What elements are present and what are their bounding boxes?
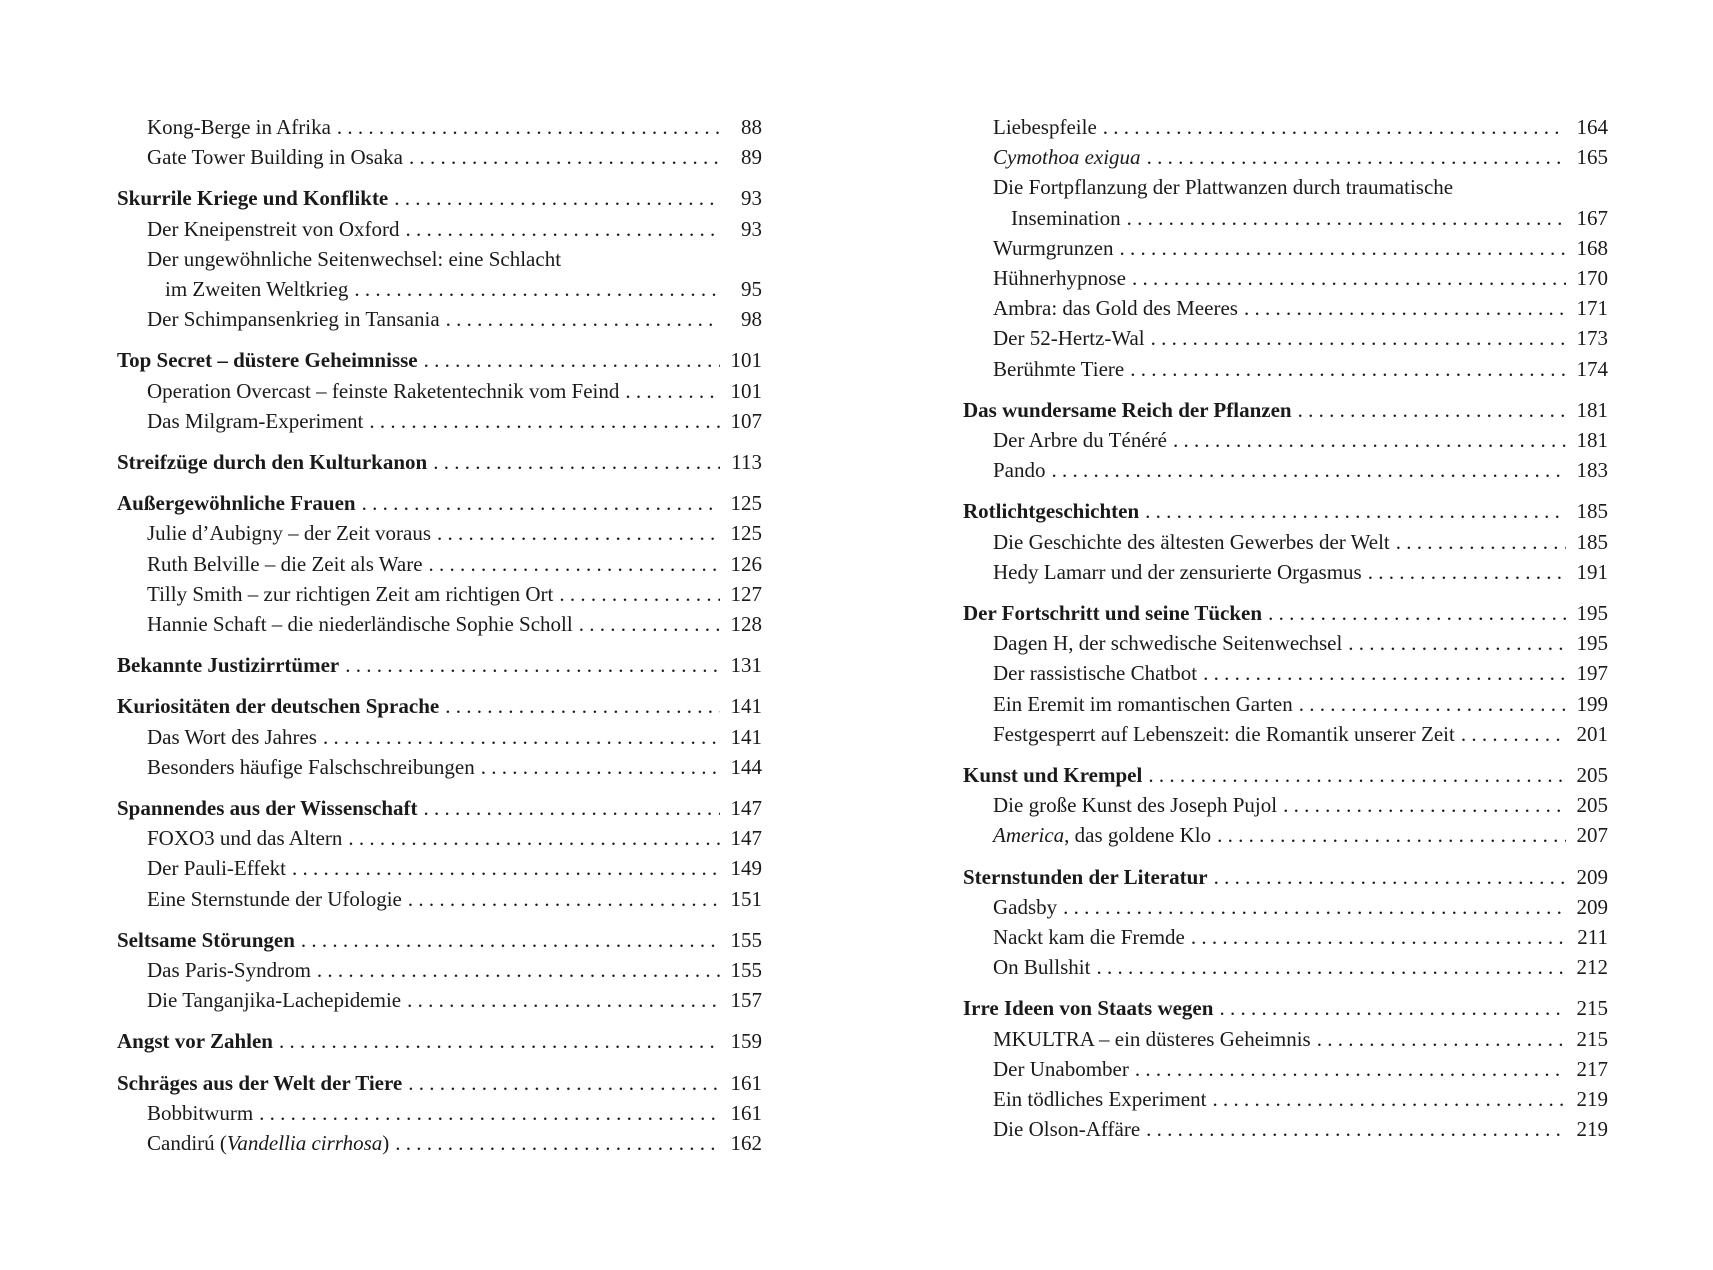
toc-entry-title: Kong-Berge in Afrika <box>147 115 331 139</box>
toc-chapter-aussergewohnliche-frauen[interactable] <box>117 488 762 518</box>
dot-leader <box>279 1026 720 1056</box>
toc-section <box>117 1026 762 1056</box>
page-number: 215 <box>1576 1026 1608 1051</box>
toc-entry-der-arbre-du-tenere[interactable] <box>963 425 1608 455</box>
toc-entry-title-line: Die Fortpflanzung der Plattwanzen durch traumatische <box>993 175 1454 200</box>
toc-entry-title: Wurmgrunzen <box>993 235 1114 260</box>
page-number: 98 <box>741 307 762 332</box>
page-number: 125 <box>730 521 762 546</box>
page-number: 159 <box>730 1029 762 1054</box>
toc-entry-title: Rotlichtgeschichten <box>963 499 1140 524</box>
dot-leader <box>1283 790 1566 820</box>
toc-entry-title: Außergewöhnliche Frauen <box>117 491 356 516</box>
page-number: 95 <box>741 277 762 302</box>
dot-leader <box>1151 323 1566 353</box>
page-number: 151 <box>730 886 762 911</box>
page-number: 191 <box>1576 559 1608 584</box>
title-prefix: Candirú ( <box>147 1131 227 1156</box>
toc-section <box>117 112 762 172</box>
dot-leader <box>1244 293 1566 323</box>
page-number: 205 <box>1576 763 1608 788</box>
dot-leader <box>1212 1084 1566 1114</box>
page-number: 161 <box>730 1070 762 1095</box>
dot-leader <box>1135 1054 1566 1084</box>
page-number: 212 <box>1576 955 1608 980</box>
dot-leader <box>369 406 720 436</box>
page-number: 157 <box>730 988 762 1013</box>
dot-leader <box>429 549 720 579</box>
page-number: 165 <box>1576 145 1608 170</box>
page-number: 128 <box>730 612 762 637</box>
toc-chapter-schrages-aus-der-welt-der-tiere[interactable] <box>117 1068 762 1098</box>
dot-leader <box>408 884 720 914</box>
toc-entry-liebespfeile[interactable] <box>963 112 1608 142</box>
toc-entry-title: Bobbitwurm <box>147 1100 254 1125</box>
dot-leader <box>1096 952 1566 982</box>
toc-entry-der-rassistische-chatbot[interactable] <box>963 658 1608 688</box>
toc-entry-ein-eremit-im-romantischen-garten[interactable] <box>963 689 1608 719</box>
toc-entry-title: Top Secret – düstere Geheimnisse <box>117 348 418 373</box>
toc-entry-title: Kuriositäten der deutschen Sprache <box>117 694 440 719</box>
toc-section <box>117 345 762 436</box>
page-number: 207 <box>1576 823 1608 848</box>
toc-entry-festgesperrt-auf-lebenszeit-die-romantik[interactable] <box>963 719 1608 749</box>
toc-section <box>963 598 1608 749</box>
page-number: 93 <box>741 216 762 241</box>
page-number: 162 <box>730 1131 762 1156</box>
toc-entry-title: Festgesperrt auf Lebenszeit: die Romantik unserer Zeit <box>993 721 1455 746</box>
page-number: 181 <box>1576 397 1608 422</box>
page-number: 101 <box>730 348 762 373</box>
toc-entry-beruhmte-tiere[interactable] <box>963 354 1608 384</box>
toc-entry-title: On Bullshit <box>993 955 1091 980</box>
dot-leader <box>394 183 720 213</box>
page-number: 219 <box>1576 1087 1608 1112</box>
toc-entry-title: Gate Tower Building in Osaka <box>147 145 403 170</box>
toc-entry-das-milgram-experiment[interactable] <box>117 406 762 436</box>
toc-section <box>963 862 1608 983</box>
toc-entry-title: Irre Ideen von Staats wegen <box>963 996 1214 1021</box>
page-number: 205 <box>1576 793 1608 818</box>
dot-leader <box>1191 922 1566 952</box>
page-number: 149 <box>730 856 762 881</box>
page-number: 164 <box>1576 115 1608 139</box>
dot-leader <box>1119 233 1566 263</box>
dot-leader <box>1461 719 1566 749</box>
page-number: 209 <box>1576 864 1608 889</box>
toc-entry-title: Das Wort des Jahres <box>147 724 317 749</box>
page-number: 101 <box>730 378 762 403</box>
toc-chapter-kuriositaten-der-deutschen-sprache[interactable] <box>117 691 762 721</box>
dot-leader <box>433 447 720 477</box>
toc-entry-title: Der Fortschritt und seine Tücken <box>963 601 1263 626</box>
toc-entry-title: im Zweiten Weltkrieg <box>165 277 349 302</box>
toc-entry-pando[interactable] <box>963 455 1608 485</box>
toc-entry-title: Nackt kam die Fremde <box>993 925 1185 950</box>
page-number: 144 <box>730 754 762 779</box>
toc-entry-title-line: Der ungewöhnliche Seitenwechsel: eine Schlacht <box>147 246 562 271</box>
page-number: 211 <box>1577 925 1608 950</box>
page-number: 185 <box>1576 499 1608 524</box>
toc-entry-title: Die Tanganjika-Lachepidemie <box>147 988 402 1013</box>
toc-entry-ruth-belville-die-zeit-als-ware[interactable] <box>117 549 762 579</box>
toc-chapter-top-secret-dustere-geheimnisse[interactable] <box>117 345 762 375</box>
toc-entry-hedy-lamarr-und-der-zensurierte-orgasmus[interactable] <box>963 557 1608 587</box>
toc-entry-title: Seltsame Störungen <box>117 927 295 952</box>
title-italic: America <box>993 823 1065 848</box>
toc-entry-title: Sternstunden der Literatur <box>963 864 1208 889</box>
dot-leader <box>409 142 720 172</box>
toc-chapter-sternstunden-der-literatur[interactable] <box>963 862 1608 892</box>
toc-entry-title: Eine Sternstunde der Ufologie <box>147 886 402 911</box>
toc-entry-title: Hannie Schaft – die niederländische Sophie Scholl <box>147 612 573 637</box>
dot-leader <box>1203 658 1566 688</box>
dot-leader <box>446 304 720 334</box>
dot-leader <box>348 823 720 853</box>
page-number: 185 <box>1576 529 1608 554</box>
toc-entry-title: Ein tödliches Experiment <box>993 1087 1207 1112</box>
dot-leader <box>407 985 720 1015</box>
toc-section <box>117 925 762 1016</box>
toc-entry-hannie-schaft-die-niederlandische-sophie[interactable] <box>117 609 762 639</box>
toc-entry-title <box>993 820 1211 850</box>
toc-entry-ein-todliches-experiment[interactable] <box>963 1084 1608 1114</box>
page-number: 217 <box>1576 1056 1608 1081</box>
toc-entry-candiru-vandellia-cirrhosa[interactable] <box>117 1128 762 1158</box>
toc-section <box>117 650 762 680</box>
toc-section <box>963 496 1608 587</box>
toc-chapter-der-fortschritt-und-seine-tucken[interactable] <box>963 598 1608 628</box>
page-number: 107 <box>730 408 762 433</box>
page-number: 170 <box>1576 266 1608 291</box>
toc-entry-title: Der Arbre du Ténéré <box>993 428 1167 453</box>
page-number: 88 <box>741 115 762 139</box>
toc-entry-das-paris-syndrom[interactable] <box>117 955 762 985</box>
dot-leader <box>301 925 720 955</box>
dot-leader <box>345 650 720 680</box>
page-number: 89 <box>741 145 762 170</box>
toc-chapter-irre-ideen-von-staats-wegen[interactable] <box>963 993 1608 1023</box>
dot-leader <box>317 955 720 985</box>
toc-section <box>117 488 762 639</box>
page-number: 141 <box>730 724 762 749</box>
dot-leader <box>1145 496 1566 526</box>
dot-leader <box>559 579 720 609</box>
toc-entry-title: Skurrile Kriege und Konflikte <box>117 186 389 211</box>
page-number: 155 <box>730 958 762 983</box>
dot-leader <box>1173 425 1566 455</box>
dot-leader <box>424 345 720 375</box>
toc-entry-bobbitwurm[interactable] <box>117 1098 762 1128</box>
dot-leader <box>362 488 720 518</box>
dot-leader <box>323 722 720 752</box>
page-number: 183 <box>1576 458 1608 483</box>
page-number: 161 <box>730 1100 762 1125</box>
toc-entry-title: Streifzüge durch den Kulturkanon <box>117 450 428 475</box>
toc-chapter-angst-vor-zahlen[interactable] <box>117 1026 762 1056</box>
toc-entry-title: Kunst und Krempel <box>963 763 1143 788</box>
toc-chapter-streifzuge-durch-den-kulturkanon[interactable] <box>117 447 762 477</box>
dot-leader <box>424 793 720 823</box>
toc-entry-title: Der Schimpansenkrieg in Tansania <box>147 307 440 332</box>
page-number: 197 <box>1576 661 1608 686</box>
dot-leader <box>481 752 720 782</box>
toc-chapter-skurrile-kriege-und-konflikte[interactable] <box>117 183 762 213</box>
toc-entry-title: Die große Kunst des Joseph Pujol <box>993 793 1278 818</box>
dot-leader <box>1130 354 1566 384</box>
toc-entry-gate-tower-building-in-osaka[interactable] <box>117 142 762 172</box>
toc-entry-title: Operation Overcast – feinste Raketentechnik vom Feind <box>147 378 620 403</box>
page-number: 131 <box>730 653 762 678</box>
page-number: 125 <box>730 491 762 516</box>
dot-leader <box>1147 142 1566 172</box>
toc-entry-title: Das Paris-Syndrom <box>147 958 311 983</box>
toc-entry-nackt-kam-die-fremde[interactable] <box>963 922 1608 952</box>
toc-entry-im-zweiten-weltkrieg[interactable] <box>117 274 762 304</box>
page-number: 113 <box>731 450 762 475</box>
dot-leader <box>1127 203 1566 233</box>
toc-entry-title: Liebespfeile <box>993 115 1097 139</box>
toc-entry-kong-berge-in-afrika[interactable] <box>117 112 762 142</box>
toc-entry-die-olson-affare[interactable] <box>963 1114 1608 1144</box>
toc-chapter-das-wundersame-reich-der-pflanzen[interactable] <box>963 395 1608 425</box>
toc-entry-title: Pando <box>993 458 1046 483</box>
page-number: 181 <box>1576 428 1608 453</box>
toc-entry-title: MKULTRA – ein düsteres Geheimnis <box>993 1026 1311 1051</box>
toc-entry-title: Hühnerhypnose <box>993 266 1126 291</box>
page-number: 209 <box>1576 894 1608 919</box>
dot-leader <box>406 214 720 244</box>
toc-entry-wurmgrunzen[interactable] <box>963 233 1608 263</box>
dot-leader <box>1217 820 1566 850</box>
page-number: 195 <box>1576 631 1608 656</box>
page-number: 126 <box>730 551 762 576</box>
toc-entry-title: Hedy Lamarr und der zensurierte Orgasmus <box>993 559 1362 584</box>
toc-entry-der-unabomber[interactable] <box>963 1054 1608 1084</box>
toc-entry-title: Tilly Smith – zur richtigen Zeit am richtigen Ort <box>147 581 554 606</box>
toc-entry-cymothoa-exigua[interactable] <box>963 142 1608 172</box>
toc-entry-title: Die Olson-Affäre <box>993 1117 1141 1142</box>
dot-leader <box>1299 689 1566 719</box>
toc-section <box>117 183 762 334</box>
toc-section <box>117 691 762 782</box>
dot-leader <box>579 609 720 639</box>
toc-entry-die-tanganjika-lachepidemie[interactable] <box>117 985 762 1015</box>
toc-entry-title: Der Kneipenstreit von Oxford <box>147 216 400 241</box>
page-number: 127 <box>730 581 762 606</box>
title-italic: Cymothoa exigua <box>993 145 1141 170</box>
title-suffix: , das goldene Klo <box>1064 823 1212 848</box>
title-suffix: ) <box>382 1131 390 1156</box>
dot-leader <box>354 274 720 304</box>
toc-entry-title: Gadsby <box>993 894 1058 919</box>
toc-entry-america[interactable] <box>963 820 1608 850</box>
toc-entry-operation-overcast-feinste-raketentechni[interactable] <box>117 376 762 406</box>
toc-entry-title: Schräges aus der Welt der Tiere <box>117 1070 403 1095</box>
toc-entry-title: Der Pauli-Effekt <box>147 856 286 881</box>
toc-entry-eine-sternstunde-der-ufologie[interactable] <box>117 884 762 914</box>
page-number: 93 <box>741 186 762 211</box>
dot-leader <box>1148 760 1566 790</box>
dot-leader <box>1132 263 1566 293</box>
toc-entry-title: Das Milgram-Experiment <box>147 408 364 433</box>
dot-leader <box>395 1128 720 1158</box>
dot-leader <box>625 376 720 406</box>
toc-chapter-bekannte-justizirrtumer[interactable] <box>117 650 762 680</box>
dot-leader <box>1368 557 1566 587</box>
toc-entry-title: Besonders häufige Falschschreibungen <box>147 754 475 779</box>
toc-entry-title: Der 52-Hertz-Wal <box>993 326 1145 351</box>
page-number: 141 <box>730 694 762 719</box>
toc-left-page <box>117 112 762 1169</box>
toc-entry-das-wort-des-jahres[interactable] <box>117 722 762 752</box>
dot-leader <box>259 1098 720 1128</box>
toc-entry-der-kneipenstreit-von-oxford[interactable] <box>117 214 762 244</box>
dot-leader <box>1268 598 1566 628</box>
toc-entry-title: Dagen H, der schwedische Seitenwechsel <box>993 631 1343 656</box>
toc-entry-die-grosse-kunst-des-joseph-pujol[interactable] <box>963 790 1608 820</box>
page-number: 147 <box>730 796 762 821</box>
toc-entry-title: Ein Eremit im romantischen Garten <box>993 691 1293 716</box>
toc-section <box>963 112 1608 384</box>
page-number: 167 <box>1576 205 1608 230</box>
toc-entry-title: Der Unabomber <box>993 1056 1129 1081</box>
toc-entry-insemination[interactable] <box>963 203 1608 233</box>
toc-entry-title <box>147 1128 389 1158</box>
page-number: 201 <box>1576 721 1608 746</box>
page-number: 174 <box>1576 356 1608 381</box>
toc-entry-foxo3-und-das-altern[interactable] <box>117 823 762 853</box>
toc-entry-title: Julie d’Aubigny – der Zeit voraus <box>147 521 432 546</box>
dot-leader <box>1396 527 1566 557</box>
dot-leader <box>1063 892 1566 922</box>
dot-leader <box>337 112 720 142</box>
dot-leader <box>1298 395 1566 425</box>
dot-leader <box>1348 628 1566 658</box>
toc-entry-title: Ruth Belville – die Zeit als Ware <box>147 551 423 576</box>
toc-section <box>117 1068 762 1159</box>
page-number: 147 <box>730 826 762 851</box>
toc-section <box>963 993 1608 1144</box>
toc-chapter-spannendes-aus-der-wissenschaft[interactable] <box>117 793 762 823</box>
toc-entry-title: Das wundersame Reich der Pflanzen <box>963 397 1292 422</box>
page-number: 199 <box>1576 691 1608 716</box>
toc-entry-huhnerhypnose[interactable] <box>963 263 1608 293</box>
toc-entry-title: Bekannte Justizirrtümer <box>117 653 340 678</box>
toc-entry-die-geschichte-des-altesten-gewerbes-der[interactable] <box>963 527 1608 557</box>
toc-entry-title: Angst vor Zahlen <box>117 1029 273 1054</box>
dot-leader <box>1146 1114 1566 1144</box>
toc-entry-title: Ambra: das Gold des Meeres <box>993 296 1238 321</box>
page-number: 171 <box>1576 296 1608 321</box>
toc-right-page <box>963 112 1608 1156</box>
toc-chapter-seltsame-storungen[interactable] <box>117 925 762 955</box>
page-number: 168 <box>1576 235 1608 260</box>
toc-section <box>963 760 1608 851</box>
dot-leader <box>1219 993 1566 1023</box>
page-number: 195 <box>1576 601 1608 626</box>
toc-chapter-rotlichtgeschichten[interactable] <box>963 496 1608 526</box>
toc-entry-title: Die Geschichte des ältesten Gewerbes der Welt <box>993 529 1390 554</box>
toc-section <box>117 447 762 477</box>
toc-section <box>117 793 762 914</box>
toc-entry-der-pauli-effekt[interactable] <box>117 853 762 883</box>
dot-leader <box>408 1068 720 1098</box>
page-number: 219 <box>1576 1117 1608 1142</box>
page-number: 155 <box>730 927 762 952</box>
dot-leader <box>1317 1024 1566 1054</box>
toc-entry-on-bullshit[interactable] <box>963 952 1608 982</box>
toc-entry-title <box>993 142 1141 172</box>
toc-entry-title: Berühmte Tiere <box>993 356 1125 381</box>
dot-leader <box>437 518 720 548</box>
page-number: 173 <box>1576 326 1608 351</box>
toc-entry-title: Der rassistische Chatbot <box>993 661 1198 686</box>
toc-entry-ambra-das-gold-des-meeres[interactable] <box>963 293 1608 323</box>
toc-entry-besonders-haufige-falschschreibungen[interactable] <box>117 752 762 782</box>
toc-entry-title: Spannendes aus der Wissenschaft <box>117 796 418 821</box>
toc-entry-gadsby[interactable] <box>963 892 1608 922</box>
page-number: 215 <box>1576 996 1608 1021</box>
toc-entry-der-schimpansenkrieg-in-tansania[interactable] <box>117 304 762 334</box>
toc-section <box>963 395 1608 486</box>
toc-entry-title: Insemination <box>1011 205 1121 230</box>
dot-leader <box>1052 455 1567 485</box>
dot-leader <box>292 853 720 883</box>
toc-chapter-kunst-und-krempel[interactable] <box>963 760 1608 790</box>
toc-entry-mkultra-ein-dusteres-geheimnis[interactable] <box>963 1024 1608 1054</box>
title-italic: Vandellia cirrhosa <box>226 1131 383 1156</box>
dot-leader <box>1103 112 1566 142</box>
toc-entry-title: FOXO3 und das Altern <box>147 826 343 851</box>
dot-leader <box>445 691 720 721</box>
toc-entry-der-52-hertz-wal[interactable] <box>963 323 1608 353</box>
toc-entry-tilly-smith-zur-richtigen-zeit-am-richti[interactable] <box>117 579 762 609</box>
toc-entry-dagen-h-der-schwedische-seitenwechsel[interactable] <box>963 628 1608 658</box>
toc-entry-julie-d-aubigny-der-zeit-voraus[interactable] <box>117 518 762 548</box>
dot-leader <box>1214 862 1566 892</box>
